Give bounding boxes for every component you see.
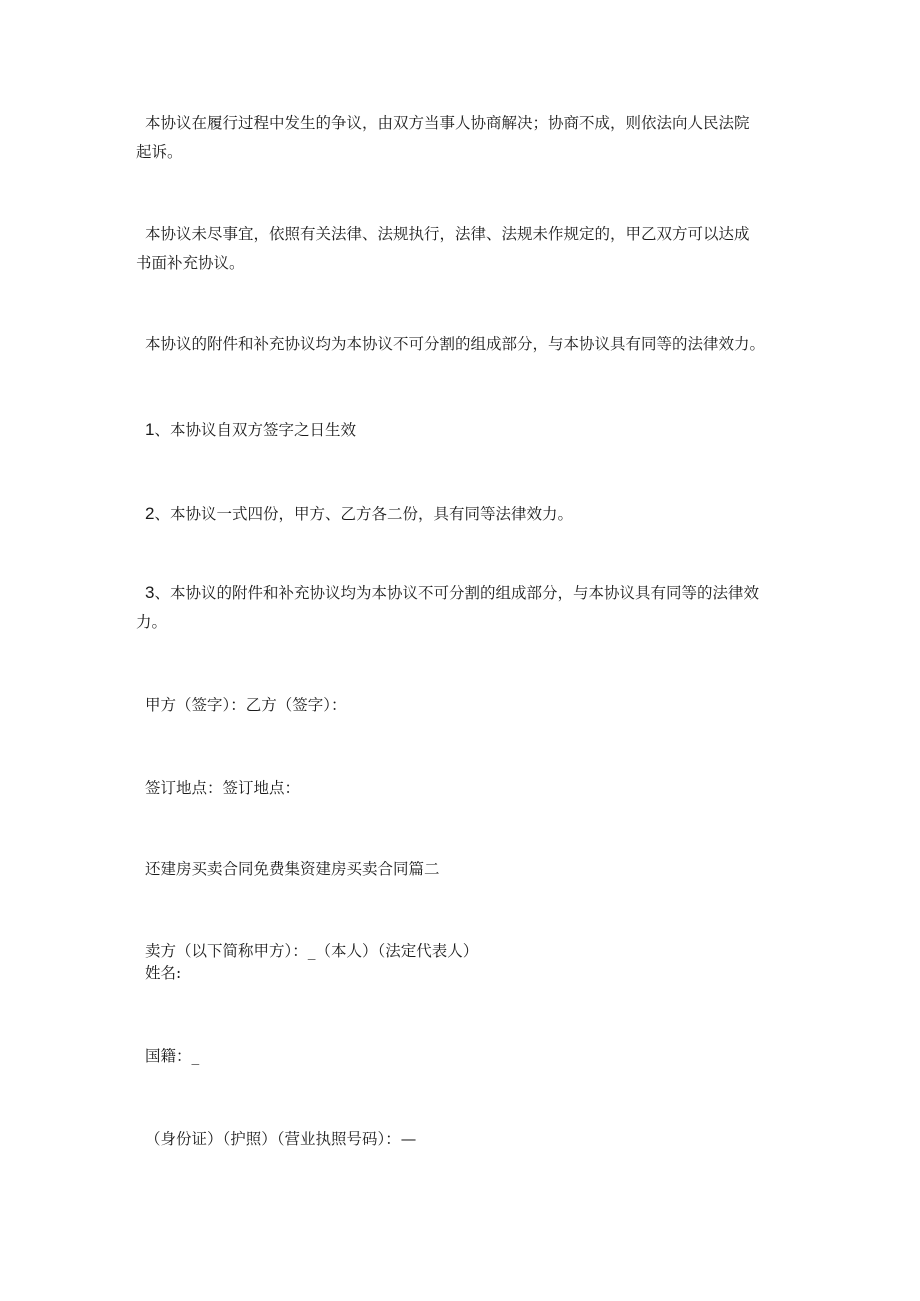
clause-text: 、本协议一式四份，甲方、乙方各二份，具有同等法律效力。 [154,505,573,523]
signature-line: 甲方（签字）：乙方（签字）： [145,696,347,714]
clause-number: 1 [145,420,155,439]
paragraph-line: 本协议的附件和补充协议均为本协议不可分割的组成部分，与本协议具有同等的法律效力。 [145,335,766,353]
clause-text: 、本协议自双方签字之日生效 [154,421,356,439]
clause-item-2 [145,499,835,529]
paragraph-dispute [136,109,835,167]
paragraph-annex [145,330,835,359]
clause-text-continued: 力。 [136,613,168,631]
id-line: （身份证）（护照）（营业执照号码）：— [145,1130,417,1148]
clause-number: 3 [145,583,155,602]
seller-info [145,940,835,984]
paragraph-supplement [136,220,835,278]
clause-number: 2 [145,504,155,523]
clause-item-3 [136,578,835,637]
paragraph-line: 本协议在履行过程中发生的争议，由双方当事人协商解决；协商不成，则依法向人民法院 [145,114,750,132]
paragraph-line: 起诉。 [136,143,183,161]
clause-text: 、本协议的附件和补充协议均为本协议不可分割的组成部分，与本协议具有同等的法律效 [154,584,759,602]
seller-line: 卖方（以下简称甲方）：_（本人）（法定代表人） [145,942,479,960]
paragraph-line: 书面补充协议。 [136,254,245,272]
name-line: 姓名: [145,964,182,982]
paragraph-line: 本协议未尽事宜，依照有关法律、法规执行，法律、法规未作规定的，甲乙双方可以达成 [145,225,750,243]
section-title: 还建房买卖合同免费集资建房买卖合同篇二 [145,860,440,878]
nationality-line: 国籍：_ [145,1047,200,1065]
location-line: 签订地点：签订地点： [145,779,301,797]
clause-item-1 [145,415,835,445]
